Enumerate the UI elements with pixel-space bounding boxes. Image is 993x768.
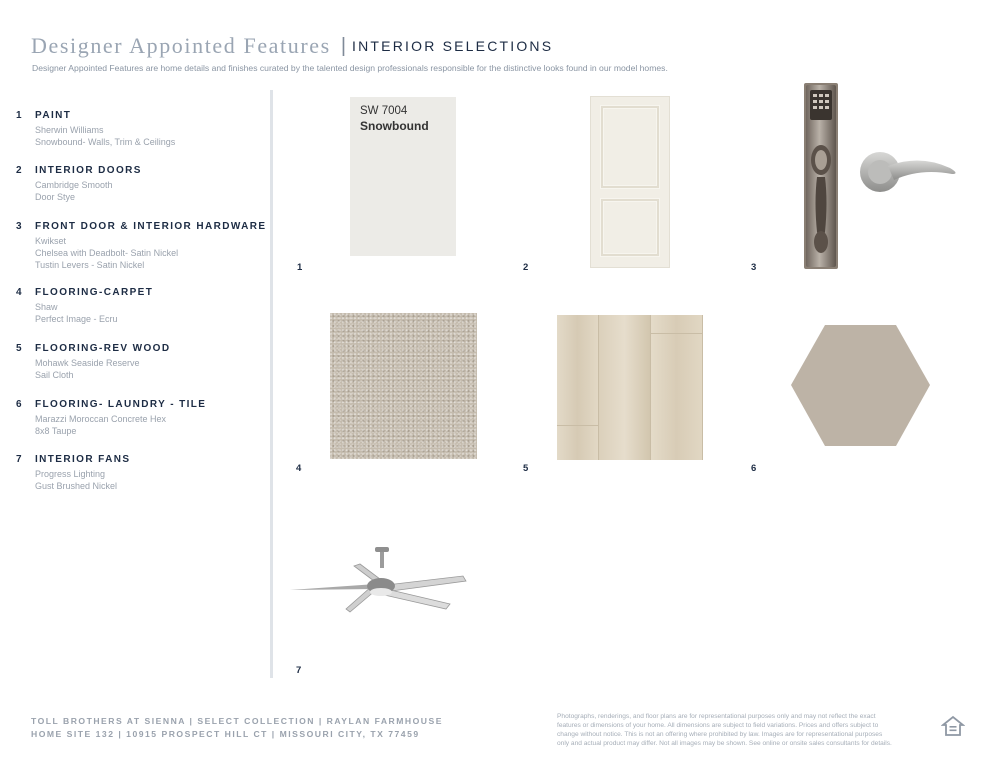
- item-line: 8x8 Taupe: [35, 426, 77, 436]
- plank-seam: [651, 333, 703, 334]
- item-title: FLOORING-REV WOOD: [35, 343, 171, 354]
- item-title: PAINT: [35, 110, 72, 121]
- item-title: INTERIOR DOORS: [35, 165, 142, 176]
- item-number: 7: [16, 454, 22, 465]
- item-title: FLOORING- LAUNDRY - TILE: [35, 399, 207, 410]
- item-line: Gust Brushed Nickel: [35, 481, 118, 491]
- page-title: [31, 33, 553, 59]
- door-handleset-icon: [800, 82, 965, 272]
- title-separator: |: [340, 35, 347, 57]
- vertical-divider: [270, 90, 273, 678]
- wood-plank: [599, 315, 651, 460]
- item-number: 6: [16, 399, 22, 410]
- item-line: Cambridge Smooth: [35, 180, 113, 190]
- item-line: Marazzi Moroccan Concrete Hex: [35, 414, 167, 424]
- disclaimer-line: change without notice. This is not an offering where prohibited by law. Images are for representational purposes: [557, 731, 883, 738]
- hex-tile-swatch: [790, 324, 931, 447]
- item-number: 2: [16, 165, 22, 176]
- item-line: Kwikset: [35, 236, 67, 246]
- swatch-number: 1: [297, 262, 303, 273]
- item-line: Sherwin Williams: [35, 125, 104, 135]
- wood-swatch: [557, 315, 703, 460]
- swatch-number: 5: [523, 463, 529, 474]
- wood-plank: [651, 315, 703, 460]
- item-number: 3: [16, 221, 22, 232]
- paint-code: SW 7004: [360, 105, 408, 117]
- equal-housing-icon: [941, 714, 965, 738]
- item-title: FRONT DOOR & INTERIOR HARDWARE: [35, 221, 267, 232]
- paint-name: Snowbound: [360, 119, 429, 133]
- footer-disclaimer: [557, 712, 935, 748]
- door-swatch: [590, 96, 670, 268]
- carpet-swatch: [330, 313, 477, 459]
- title-main: Designer Appointed Features: [31, 33, 331, 58]
- wood-plank: [557, 315, 599, 460]
- item-line: Shaw: [35, 302, 58, 312]
- page-subtitle: Designer Appointed Features are home details and finishes curated by the talented design professionals responsible for the distinctive looks found in our model homes.: [32, 63, 668, 73]
- item-line: Tustin Levers - Satin Nickel: [35, 260, 145, 270]
- ceiling-fan-icon: [288, 546, 468, 616]
- item-line: Snowbound- Walls, Trim & Ceilings: [35, 137, 176, 147]
- item-line: Progress Lighting: [35, 469, 106, 479]
- item-number: 5: [16, 343, 22, 354]
- swatch-number: 7: [296, 665, 302, 676]
- item-number: 1: [16, 110, 22, 121]
- disclaimer-line: features or dimensions of your home. All dimensions are subject to field variations. Prices and offers subject to: [557, 722, 879, 729]
- disclaimer-line: only and actual product may differ. Not all images may be shown. See online or onsite sales consultants for details.: [557, 740, 892, 747]
- disclaimer-line: Photographs, renderings, and floor plans are for representational purposes only and may not reflect the exact: [557, 713, 876, 720]
- paint-swatch: [350, 97, 456, 256]
- door-upper-panel: [601, 106, 659, 188]
- item-line: Door Stye: [35, 192, 76, 202]
- door-lower-panel: [601, 199, 659, 256]
- plank-seam: [557, 425, 599, 426]
- swatch-number: 2: [523, 262, 529, 273]
- item-line: Perfect Image - Ecru: [35, 314, 118, 324]
- item-number: 4: [16, 287, 22, 298]
- swatch-number: 6: [751, 463, 757, 474]
- swatch-number: 4: [296, 463, 302, 474]
- item-line: Chelsea with Deadbolt- Satin Nickel: [35, 248, 179, 258]
- footer-address: HOME SITE 132 | 10915 PROSPECT HILL CT | MISSOURI CITY, TX 77459: [31, 729, 420, 739]
- item-line: Sail Cloth: [35, 370, 74, 380]
- swatch-number: 3: [751, 262, 757, 273]
- item-title: INTERIOR FANS: [35, 454, 131, 465]
- item-title: FLOORING-CARPET: [35, 287, 154, 298]
- section-title: INTERIOR SELECTIONS: [352, 38, 554, 54]
- footer-community: TOLL BROTHERS AT SIENNA | SELECT COLLECTION | RAYLAN FARMHOUSE: [31, 716, 443, 726]
- item-line: Mohawk Seaside Reserve: [35, 358, 140, 368]
